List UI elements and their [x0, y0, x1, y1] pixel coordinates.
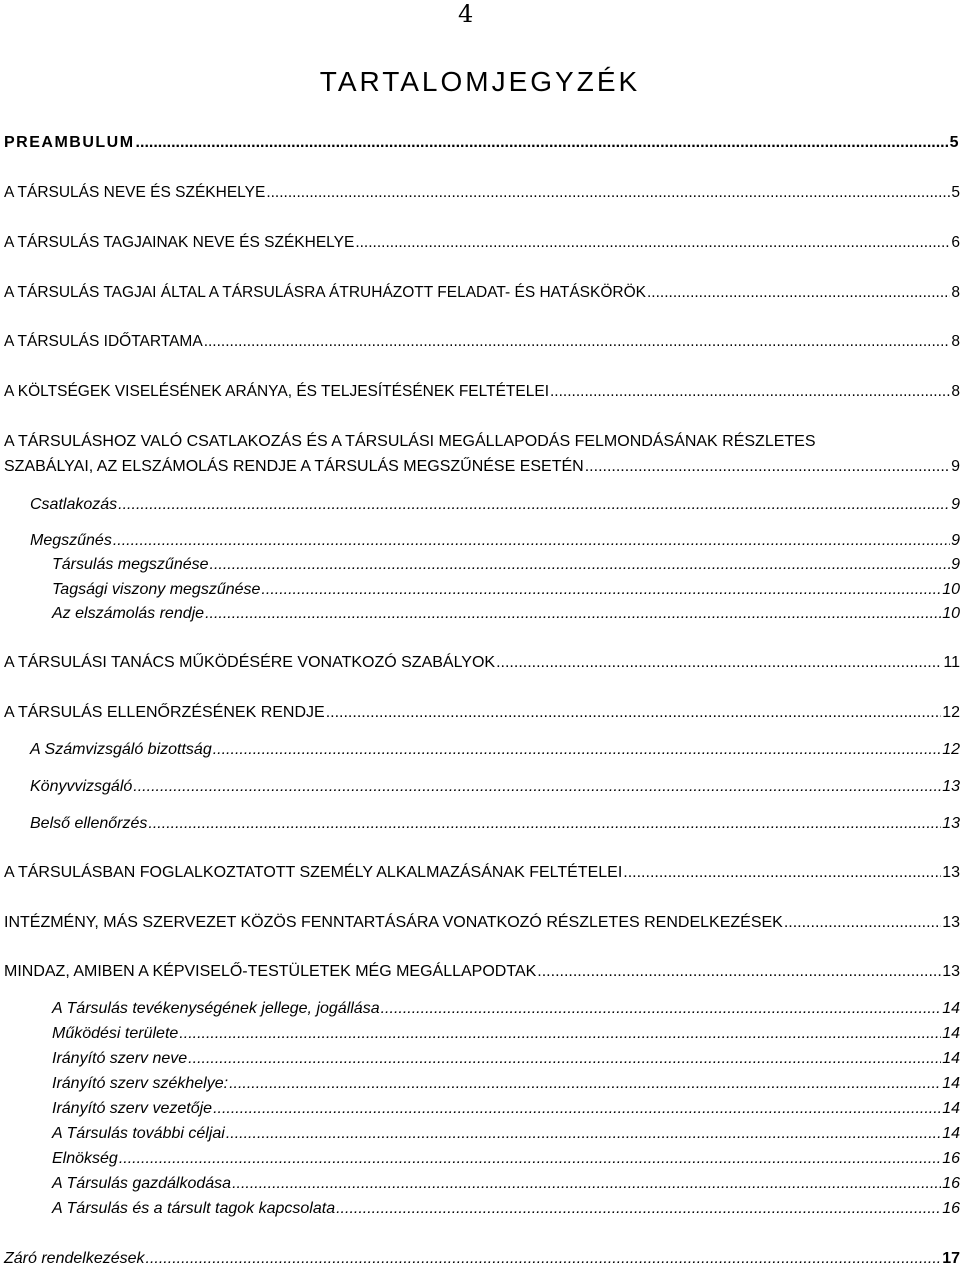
toc-entry-page: 14 — [942, 1025, 960, 1042]
toc-entry-title: MINDAZ, AMIBEN A KÉPVISELŐ-TESTÜLETEK MÉG MEGÁLLAPODTAK — [4, 963, 537, 980]
toc-entry-page: 16 — [942, 1200, 960, 1217]
toc-entry-title: A TÁRSULÁSI TANÁCS MŰKÖDÉSÉRE VONATKOZÓ SZABÁLYOK — [4, 654, 496, 671]
toc-entry-page: 10 — [942, 605, 960, 622]
toc-entry-belso-ellenorzes[interactable] — [30, 815, 960, 833]
toc-entry-title: A Társulás és a társult tagok kapcsolata — [52, 1200, 336, 1217]
toc-leader-dots — [204, 333, 951, 351]
toc-entry-page: 8 — [951, 333, 960, 350]
toc-leader-dots — [229, 1075, 941, 1093]
toc-leader-dots — [784, 914, 941, 932]
page-title: TARTALOMJEGYZÉK — [319, 66, 641, 97]
toc-entry-page: 10 — [942, 581, 960, 598]
toc-entry-iranyito-szerv-vezetoje[interactable] — [52, 1100, 960, 1118]
toc-entry-iranyito-szerv-neve[interactable] — [52, 1050, 960, 1068]
toc-entry-title: Tagsági viszony megszűnése — [52, 581, 261, 598]
toc-leader-dots — [623, 864, 941, 882]
toc-entry-page: 13 — [942, 778, 960, 795]
toc-entry-title: Könyvvizsgáló — [30, 778, 133, 795]
toc-leader-dots — [226, 1125, 941, 1143]
toc-leader-dots — [496, 654, 942, 672]
toc-leader-dots — [146, 1250, 942, 1268]
toc-entry-szamvizsgalo[interactable] — [30, 741, 960, 759]
toc-entry-zaro-rendelkezesek[interactable] — [4, 1250, 960, 1268]
toc-leader-dots — [213, 741, 941, 759]
toc-entry-title: Irányító szerv neve — [52, 1050, 188, 1067]
toc-entry-title: Az elszámolás rendje — [52, 605, 205, 622]
toc-entry-title: A Számvizsgáló bizottság — [30, 741, 212, 758]
toc-entry-mukodesi-terulete[interactable] — [52, 1025, 960, 1043]
toc-entry-page: 9 — [951, 556, 960, 573]
toc-entry-title: Záró rendelkezések — [4, 1250, 145, 1267]
toc-entry-megszunes[interactable] — [30, 532, 960, 550]
toc-leader-dots — [537, 963, 941, 981]
toc-entry-title: A Társulás tevékenységének jellege, jogállása — [52, 1000, 380, 1017]
toc-entry-elnokseg[interactable] — [52, 1150, 960, 1168]
toc-entry-page: 16 — [942, 1150, 960, 1167]
toc-leader-dots — [113, 532, 950, 550]
toc-leader-dots — [550, 383, 950, 401]
toc-entry-mindaz[interactable] — [4, 963, 960, 981]
toc-entry-page: 13 — [942, 914, 960, 931]
toc-entry-tarsulasi-tanacs[interactable] — [4, 654, 960, 672]
toc-entry-title: A TÁRSULÁS IDŐTARTAMA — [4, 333, 203, 350]
toc-entry-page: 14 — [942, 1100, 960, 1117]
toc-entry-title: PREAMBULUM — [4, 134, 135, 151]
toc-entry-title: A Társulás további céljai — [52, 1125, 225, 1142]
toc-leader-dots — [355, 234, 950, 252]
toc-entry-gazdalkodasa[interactable] — [52, 1175, 960, 1193]
toc-entry-page: 12 — [942, 741, 960, 758]
toc-leader-dots — [188, 1050, 941, 1068]
toc-entry-foglalkoztatott[interactable] — [4, 864, 960, 882]
toc-entry-preambulum[interactable] — [4, 134, 960, 152]
toc-leader-dots — [205, 605, 941, 623]
toc-leader-dots — [213, 1100, 941, 1118]
toc-entry-page: 5 — [949, 134, 960, 151]
toc-entry-tarsulas-neve[interactable] — [4, 184, 960, 202]
toc-leader-dots — [647, 284, 950, 302]
toc-entry-konyvvizsgalo[interactable] — [30, 778, 960, 796]
toc-entry-atruhazott-feladat[interactable] — [4, 284, 960, 302]
toc-entry-tarsult-tagok[interactable] — [52, 1200, 960, 1218]
toc-leader-dots — [381, 1000, 942, 1018]
toc-entry-page: 8 — [951, 383, 960, 400]
toc-leader-dots — [336, 1200, 941, 1218]
toc-entry-page: 11 — [943, 654, 960, 671]
toc-entry-title: A Társulás gazdálkodása — [52, 1175, 232, 1192]
toc-leader-dots — [148, 815, 941, 833]
toc-entry-page: 5 — [951, 184, 960, 201]
toc-entry-idotartama[interactable] — [4, 333, 960, 351]
toc-entry-page: 17 — [942, 1250, 960, 1267]
toc-entry-title: Társulás megszűnése — [52, 556, 209, 573]
toc-entry-intezmeny[interactable] — [4, 914, 960, 932]
toc-entry-page: 9 — [951, 532, 960, 549]
toc-entry-title: A KÖLTSÉGEK VISELÉSÉNEK ARÁNYA, ÉS TELJESÍTÉSÉNEK FELTÉTELEI — [4, 383, 549, 400]
toc-entry-page: 8 — [951, 284, 960, 301]
toc-entry-title: SZABÁLYAI, AZ ELSZÁMOLÁS RENDJE A TÁRSULÁS MEGSZŰNÉSE ESETÉN — [4, 458, 584, 475]
toc-leader-dots — [118, 496, 950, 514]
toc-leader-dots — [136, 134, 949, 152]
toc-entry-title: Elnökség — [52, 1150, 118, 1167]
toc-entry-title: A TÁRSULÁSBAN FOGLALKOZTATOTT SZEMÉLY ALKALMAZÁSÁNAK FELTÉTELEI — [4, 864, 623, 881]
toc-entry-page: 14 — [942, 1000, 960, 1017]
toc-leader-dots — [232, 1175, 941, 1193]
toc-entry-page: 9 — [951, 496, 960, 513]
toc-entry-page: 13 — [942, 963, 960, 980]
toc-leader-dots — [266, 184, 950, 202]
toc-entry-title: Irányító szerv vezetője — [52, 1100, 213, 1117]
toc-entry-title: INTÉZMÉNY, MÁS SZERVEZET KÖZÖS FENNTARTÁSÁRA VONATKOZÓ RÉSZLETES RENDELKEZÉSEK — [4, 914, 783, 931]
toc-leader-dots — [210, 556, 951, 574]
toc-entry-title: Megszűnés — [30, 532, 112, 549]
toc-entry-page: 16 — [942, 1175, 960, 1192]
toc-leader-dots — [119, 1150, 941, 1168]
toc-entry-title: Csatlakozás — [30, 496, 118, 513]
toc-entry-title: A TÁRSULÁS ELLENŐRZÉSÉNEK RENDJE — [4, 704, 325, 721]
toc-entry-page: 14 — [942, 1050, 960, 1067]
toc-entry-tevekenyseg-jellege[interactable] — [52, 1000, 960, 1018]
toc-entry-ellenorzes-rendje[interactable] — [4, 704, 960, 722]
toc-entry-tovabbi-celjai[interactable] — [52, 1125, 960, 1143]
toc-entry-page: 14 — [942, 1075, 960, 1092]
toc-entry-csatlakozas-line1[interactable]: A TÁRSULÁSHOZ VALÓ CSATLAKOZÁS ÉS A TÁRSULÁSI MEGÁLLAPODÁS FELMONDÁSÁNAK RÉSZLETES — [4, 433, 816, 450]
toc-entry-title: A TÁRSULÁS NEVE ÉS SZÉKHELYE — [4, 184, 266, 201]
toc-entry-tagjainak-neve[interactable] — [4, 234, 960, 252]
toc-entry-page: 14 — [942, 1125, 960, 1142]
toc-leader-dots — [261, 581, 941, 599]
toc-leader-dots — [585, 458, 950, 476]
toc-entry-page: 13 — [942, 815, 960, 832]
toc-entry-title: A TÁRSULÁS TAGJAINAK NEVE ÉS SZÉKHELYE — [4, 234, 355, 251]
toc-entry-page: 13 — [942, 864, 960, 881]
toc-leader-dots — [179, 1025, 941, 1043]
toc-entry-page: 6 — [951, 234, 960, 251]
toc-entry-tagsagi-viszony[interactable] — [52, 581, 960, 599]
toc-entry-title: A TÁRSULÁS TAGJAI ÁLTAL A TÁRSULÁSRA ÁTRUHÁZOTT FELADAT- ÉS HATÁSKÖRÖK — [4, 284, 646, 301]
toc-entry-csatlakozas[interactable] — [30, 496, 960, 514]
toc-entry-koltsegek[interactable] — [4, 383, 960, 401]
toc-entry-page: 9 — [951, 458, 960, 475]
toc-entry-elszamolas-rendje[interactable] — [52, 605, 960, 623]
toc-entry-title: Belső ellenőrzés — [30, 815, 148, 832]
toc-entry-tarsulas-megszunese[interactable] — [52, 556, 960, 574]
page-number: 4 — [458, 0, 474, 28]
toc-leader-dots — [133, 778, 941, 796]
toc-entry-page: 12 — [942, 704, 960, 721]
toc-entry-iranyito-szerv-szekhelye[interactable] — [52, 1075, 960, 1093]
toc-entry-title: Irányító szerv székhelye: — [52, 1075, 229, 1092]
toc-entry-title: Működési területe — [52, 1025, 179, 1042]
toc-entry-csatlakozas-szabalyai[interactable] — [4, 458, 960, 476]
toc-leader-dots — [326, 704, 942, 722]
